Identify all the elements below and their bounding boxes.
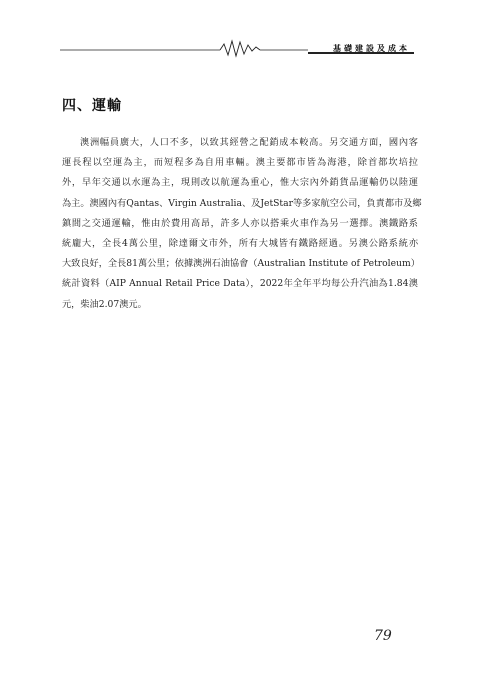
paragraph-line: 統計資料（AIP Annual Retail Price Data），2022年全年平均每公升汽油為1.84澳 (62, 278, 418, 290)
paragraph-line: 元，柴油2.07澳元。 (62, 298, 147, 310)
section-title: 四、運輸 (62, 98, 122, 114)
paragraph-line: 大致良好，全長81萬公里；依據澳洲石油協會（Australian Institute of Petroleum） (62, 258, 420, 270)
paragraph-line: 運長程以空運為主，而短程多為自用車輛。澳主要都市皆為海港，除首都坎培拉 (62, 157, 418, 169)
paragraph-line: 外，早年交通以水運為主，現則改以航運為重心，惟大宗內外銷貨品運輸仍以陸運 (62, 177, 418, 189)
running-header (60, 38, 414, 58)
header-label: 基礎建設及成本 (333, 44, 410, 53)
body-paragraph (62, 133, 422, 315)
paragraph-line: 為主。澳國內有Qantas、Virgin Australia、及JetStar等多家航空公司，負責都市及鄉 (62, 197, 422, 209)
paragraph-line: 統龐大，全長4萬公里，除達爾文市外，所有大城皆有鐵路經過。另澳公路系統亦 (62, 237, 418, 249)
paragraph-line: 澳洲幅員廣大，人口不多，以致其經營之配銷成本較高。另交通方面，國內客 (80, 137, 418, 148)
page-number: 79 (374, 628, 392, 644)
paragraph-line: 鎮間之交通運輸，惟由於費用高昂，許多人亦以搭乘火車作為另一選擇。澳鐵路系 (62, 217, 418, 229)
